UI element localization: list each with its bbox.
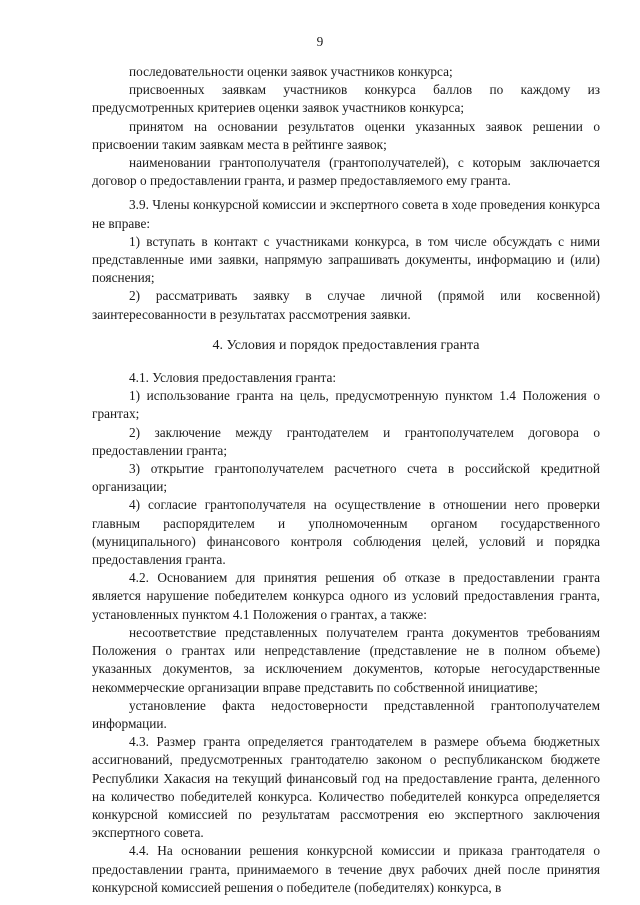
paragraph: несоответствие представленных получателем гранта документов требованиям Положения о грантах или непредставление (представление не в полном объеме) указанных документов, за исключением документов, которые негосударственные некоммерческие организации вправе представить по собственной инициативе; <box>92 624 600 695</box>
document-body <box>92 63 600 897</box>
paragraph: 4) согласие грантополучателя на осуществление в отношении него проверки главным распорядителем и уполномоченным органом государственного (муниципального) финансового контроля соблюдения целей, условий и порядка предоставления гранта. <box>92 497 600 568</box>
paragraph: присвоенных заявкам участников конкурса баллов по каждому из предусмотренных критериев оценки заявок участников конкурса; <box>92 82 600 116</box>
paragraph: установление факта недостоверности представленной грантополучателем информации. <box>92 697 600 731</box>
paragraph: 2) рассматривать заявку в случае личной (прямой или косвенной) заинтересованности в результатах рассмотрения заявки. <box>92 288 600 322</box>
page-number: 9 <box>316 34 324 49</box>
paragraph: наименовании грантополучателя (грантополучателей), с которым заключается договор о предоставлении гранта, и размер предоставляемого ему гранта. <box>92 155 600 189</box>
section-heading: 4. Условия и порядок предоставления гранта <box>212 337 480 353</box>
paragraph: 4.4. На основании решения конкурсной комиссии и приказа грантодателя о предоставлении гранта, принимаемого в течение двух рабочих дней после принятия конкурсной комиссией решения о победителе (победителях) конкурса, в <box>92 843 600 895</box>
paragraph: 1) использование гранта на цель, предусмотренную пунктом 1.4 Положения о грантах; <box>92 388 600 422</box>
paragraph: 4.2. Основанием для принятия решения об отказе в предоставлении гранта является нарушение победителем конкурса одного из условий предоставления гранта, установленных пунктом 4.1 Положения о грантах, а также: <box>92 570 600 622</box>
paragraph: 4.1. Условия предоставления гранта: <box>129 370 337 386</box>
paragraph: 4.3. Размер гранта определяется грантодателем в размере объема бюджетных ассигнований, предусмотренных грантодателю законом о республиканском бюджете Республики Хакасия на текущий финансовый год на предоставление гранта, деленного на количество победителей конкурса. Количество победителей конкурса определяется конкурсной комиссией по результатам рассмотрения ею экспертного заключения экспертного совета. <box>92 734 600 841</box>
paragraph: 3.9. Члены конкурсной комиссии и экспертного совета в ходе проведения конкурса не вправе: <box>92 197 600 231</box>
paragraph: 2) заключение между грантодателем и грантополучателем договора о предоставлении гранта; <box>92 424 600 458</box>
paragraph: принятом на основании результатов оценки указанных заявок решении о присвоении таким заявкам места в рейтинге заявок; <box>92 118 600 152</box>
paragraph: 3) открытие грантополучателем расчетного счета в российской кредитной организации; <box>92 461 600 495</box>
paragraph: последовательности оценки заявок участников конкурса; <box>129 64 453 79</box>
paragraph: 1) вступать в контакт с участниками конкурса, в том числе обсуждать с ними представленные ими заявки, напрямую запрашивать документы, информацию и (или) пояснения; <box>92 233 600 286</box>
